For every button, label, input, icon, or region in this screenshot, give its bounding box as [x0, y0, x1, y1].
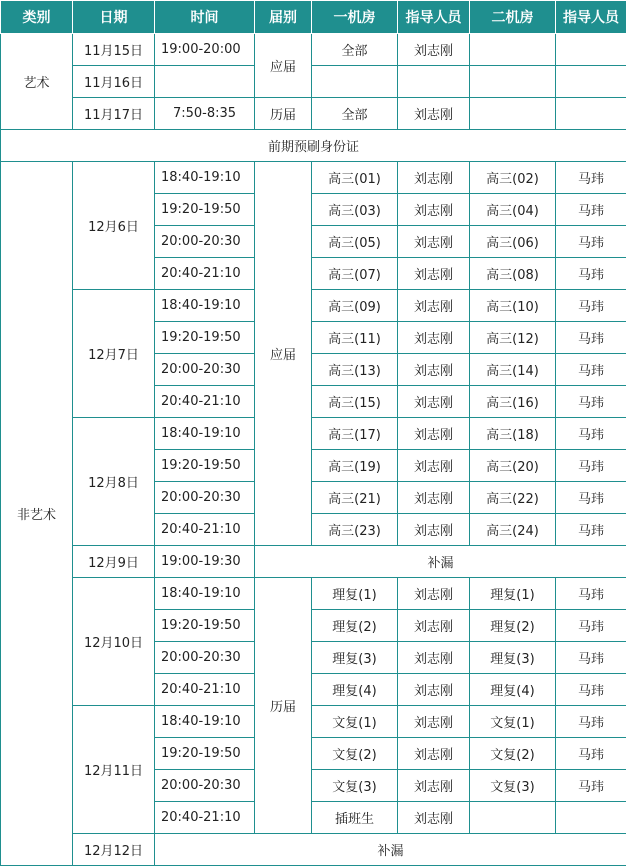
staff1-cell: 刘志刚 — [398, 322, 470, 354]
room2-cell: 高三(14) — [470, 354, 556, 386]
time-cell: 20:40-21:10 — [155, 258, 255, 290]
time-cell: 20:00-20:30 — [155, 482, 255, 514]
staff2-cell: 马玮 — [556, 642, 626, 674]
note-cell: 前期预刷身份证 — [1, 130, 626, 162]
date-cell: 12月9日 — [73, 546, 155, 578]
header-room2: 二机房 — [470, 1, 556, 34]
staff2-cell — [556, 34, 626, 66]
table-row — [1, 834, 626, 866]
staff1-cell: 刘志刚 — [398, 386, 470, 418]
time-cell: 7:50-8:35 — [155, 98, 255, 130]
room2-cell: 高三(16) — [470, 386, 556, 418]
header-row — [1, 1, 626, 34]
note-row — [1, 130, 626, 162]
time-cell: 19:20-19:50 — [155, 194, 255, 226]
room2-cell: 理复(2) — [470, 610, 556, 642]
staff1-cell: 刘志刚 — [398, 98, 470, 130]
time-cell: 18:40-19:10 — [155, 290, 255, 322]
room1-cell: 理复(4) — [312, 674, 398, 706]
date-cell: 12月6日 — [73, 162, 155, 290]
time-cell: 19:00-20:00 — [155, 34, 255, 66]
table-row — [1, 34, 626, 66]
room1-cell: 文复(1) — [312, 706, 398, 738]
header-category: 类别 — [1, 1, 73, 34]
header-date: 日期 — [73, 1, 155, 34]
room1-cell: 文复(3) — [312, 770, 398, 802]
staff2-cell: 马玮 — [556, 386, 626, 418]
time-cell: 19:20-19:50 — [155, 738, 255, 770]
time-cell: 19:00-19:30 — [155, 546, 255, 578]
room1-cell: 高三(01) — [312, 162, 398, 194]
room1-cell: 理复(1) — [312, 578, 398, 610]
room1-cell: 高三(09) — [312, 290, 398, 322]
room1-cell: 高三(05) — [312, 226, 398, 258]
category-cell: 艺术 — [1, 34, 73, 130]
session-cell: 应届 — [255, 34, 312, 98]
staff1-cell: 刘志刚 — [398, 34, 470, 66]
table-row — [1, 98, 626, 130]
staff2-cell: 马玮 — [556, 162, 626, 194]
table-row — [1, 418, 626, 450]
room2-cell — [470, 802, 556, 834]
room1-cell: 高三(03) — [312, 194, 398, 226]
room1-cell: 理复(2) — [312, 610, 398, 642]
staff1-cell: 刘志刚 — [398, 194, 470, 226]
staff2-cell: 马玮 — [556, 514, 626, 546]
room1-cell: 理复(3) — [312, 642, 398, 674]
staff1-cell: 刘志刚 — [398, 706, 470, 738]
time-cell: 19:20-19:50 — [155, 322, 255, 354]
date-cell: 12月11日 — [73, 706, 155, 834]
room1-cell: 高三(19) — [312, 450, 398, 482]
date-cell: 11月17日 — [73, 98, 155, 130]
table-row — [1, 546, 626, 578]
room1-cell: 全部 — [312, 98, 398, 130]
staff2-cell: 马玮 — [556, 258, 626, 290]
room2-cell: 文复(3) — [470, 770, 556, 802]
room2-cell — [470, 98, 556, 130]
room2-cell: 高三(24) — [470, 514, 556, 546]
staff2-cell — [556, 98, 626, 130]
time-cell: 19:20-19:50 — [155, 450, 255, 482]
room1-cell — [312, 66, 398, 98]
makeup-cell: 补漏 — [255, 546, 626, 578]
time-cell: 20:40-21:10 — [155, 386, 255, 418]
staff2-cell: 马玮 — [556, 194, 626, 226]
time-cell: 20:00-20:30 — [155, 226, 255, 258]
staff2-cell: 马玮 — [556, 226, 626, 258]
room2-cell: 高三(02) — [470, 162, 556, 194]
header-staff1: 指导人员 — [398, 1, 470, 34]
staff1-cell: 刘志刚 — [398, 162, 470, 194]
date-cell: 12月10日 — [73, 578, 155, 706]
staff1-cell: 刘志刚 — [398, 674, 470, 706]
room1-cell: 高三(21) — [312, 482, 398, 514]
time-cell — [155, 66, 255, 98]
staff1-cell: 刘志刚 — [398, 642, 470, 674]
room2-cell: 高三(10) — [470, 290, 556, 322]
staff1-cell: 刘志刚 — [398, 482, 470, 514]
time-cell: 18:40-19:10 — [155, 706, 255, 738]
staff2-cell — [556, 802, 626, 834]
table-row — [1, 66, 626, 98]
time-cell: 18:40-19:10 — [155, 162, 255, 194]
staff1-cell: 刘志刚 — [398, 514, 470, 546]
session-cell: 应届 — [255, 162, 312, 546]
staff2-cell — [556, 66, 626, 98]
staff2-cell: 马玮 — [556, 322, 626, 354]
room2-cell: 理复(3) — [470, 642, 556, 674]
room1-cell: 高三(13) — [312, 354, 398, 386]
room1-cell: 插班生 — [312, 802, 398, 834]
header-session: 届别 — [255, 1, 312, 34]
room2-cell: 文复(2) — [470, 738, 556, 770]
time-cell: 20:40-21:10 — [155, 514, 255, 546]
makeup-cell: 补漏 — [155, 834, 626, 866]
staff1-cell: 刘志刚 — [398, 290, 470, 322]
room2-cell: 高三(22) — [470, 482, 556, 514]
staff2-cell: 马玮 — [556, 674, 626, 706]
staff1-cell: 刘志刚 — [398, 802, 470, 834]
staff1-cell: 刘志刚 — [398, 770, 470, 802]
room2-cell: 高三(12) — [470, 322, 556, 354]
room1-cell: 高三(07) — [312, 258, 398, 290]
room2-cell: 高三(20) — [470, 450, 556, 482]
staff1-cell: 刘志刚 — [398, 354, 470, 386]
header-room1: 一机房 — [312, 1, 398, 34]
date-cell: 11月16日 — [73, 66, 155, 98]
table-row — [1, 706, 626, 738]
staff2-cell: 马玮 — [556, 290, 626, 322]
room1-cell: 高三(11) — [312, 322, 398, 354]
date-cell: 12月8日 — [73, 418, 155, 546]
staff1-cell: 刘志刚 — [398, 610, 470, 642]
time-cell: 20:00-20:30 — [155, 354, 255, 386]
room1-cell: 全部 — [312, 34, 398, 66]
table-row — [1, 578, 626, 610]
date-cell: 12月12日 — [73, 834, 155, 866]
room1-cell: 高三(15) — [312, 386, 398, 418]
staff1-cell — [398, 66, 470, 98]
room2-cell: 高三(18) — [470, 418, 556, 450]
room2-cell — [470, 66, 556, 98]
category-cell: 非艺术 — [1, 162, 73, 866]
table-row — [1, 290, 626, 322]
staff2-cell: 马玮 — [556, 770, 626, 802]
time-cell: 18:40-19:10 — [155, 418, 255, 450]
staff1-cell: 刘志刚 — [398, 450, 470, 482]
staff1-cell: 刘志刚 — [398, 418, 470, 450]
room2-cell: 文复(1) — [470, 706, 556, 738]
staff2-cell: 马玮 — [556, 354, 626, 386]
staff2-cell: 马玮 — [556, 738, 626, 770]
date-cell: 12月7日 — [73, 290, 155, 418]
room2-cell — [470, 34, 556, 66]
room2-cell: 高三(06) — [470, 226, 556, 258]
room2-cell: 理复(4) — [470, 674, 556, 706]
room2-cell: 高三(04) — [470, 194, 556, 226]
staff1-cell: 刘志刚 — [398, 738, 470, 770]
staff1-cell: 刘志刚 — [398, 258, 470, 290]
staff1-cell: 刘志刚 — [398, 578, 470, 610]
staff2-cell: 马玮 — [556, 610, 626, 642]
room2-cell: 高三(08) — [470, 258, 556, 290]
room1-cell: 高三(23) — [312, 514, 398, 546]
session-cell: 历届 — [255, 98, 312, 130]
session-cell: 历届 — [255, 578, 312, 834]
staff2-cell: 马玮 — [556, 450, 626, 482]
time-cell: 20:00-20:30 — [155, 642, 255, 674]
staff2-cell: 马玮 — [556, 482, 626, 514]
room1-cell: 文复(2) — [312, 738, 398, 770]
time-cell: 20:40-21:10 — [155, 802, 255, 834]
table-row — [1, 162, 626, 194]
header-time: 时间 — [155, 1, 255, 34]
header-staff2: 指导人员 — [556, 1, 626, 34]
room2-cell: 理复(1) — [470, 578, 556, 610]
staff2-cell: 马玮 — [556, 418, 626, 450]
room1-cell: 高三(17) — [312, 418, 398, 450]
time-cell: 19:20-19:50 — [155, 610, 255, 642]
date-cell: 11月15日 — [73, 34, 155, 66]
time-cell: 20:00-20:30 — [155, 770, 255, 802]
staff2-cell: 马玮 — [556, 578, 626, 610]
staff1-cell: 刘志刚 — [398, 226, 470, 258]
staff2-cell: 马玮 — [556, 706, 626, 738]
time-cell: 18:40-19:10 — [155, 578, 255, 610]
time-cell: 20:40-21:10 — [155, 674, 255, 706]
